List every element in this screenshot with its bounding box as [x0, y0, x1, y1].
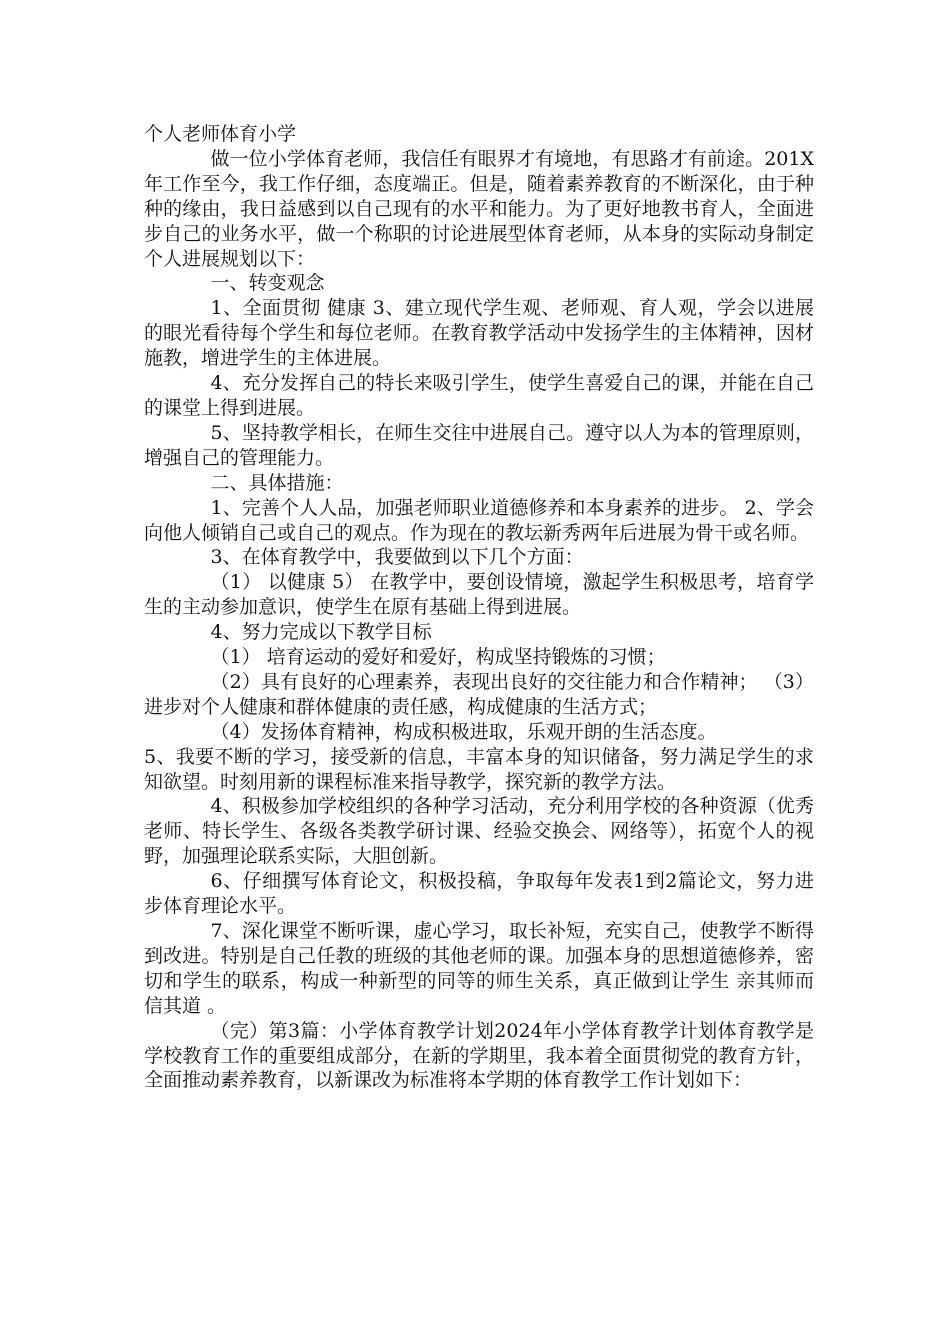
- paragraph: （2）具有良好的心理素养，表现出良好的交往能力和合作精神； （3）进步对个人健康和群体健康的责任感，构成健康的生活方式；: [144, 670, 814, 718]
- paragraph: （4）发扬体育精神，构成积极进取，乐观开朗的生活态度。: [210, 720, 717, 743]
- paragraph: 4、充分发挥自己的特长来吸引学生，使学生喜爱自己的课，并能在自己的课堂上得到进展。: [144, 372, 814, 419]
- paragraph: （1） 培育运动的爱好和爱好，构成坚持锻炼的习惯；: [210, 646, 666, 669]
- paragraph: 5、我要不断的学习，接受新的信息，丰富本身的知识储备，努力满足学生的求知欲望。时刻用新的课程标准来指导教学，探究新的教学方法。: [144, 745, 814, 793]
- paragraph: 1、完善个人人品，加强老师职业道德修养和本身素养的进步。 2、学会向他人倾销自己或自己的观点。作为现在的教坛新秀两年后进展为骨干或名师。: [144, 496, 814, 544]
- document-body: [144, 122, 814, 1093]
- paragraph: 3、在体育教学中，我要做到以下几个方面：: [210, 546, 584, 569]
- paragraph: 5、坚持教学相长，在师生交往中进展自己。遵守以人为本的管理原则，增强自己的管理能力。: [144, 421, 814, 469]
- paragraph: （1） 以健康 5） 在教学中，要创设情境，激起学生积极思考，培育学生的主动参加意识，使学生在原有基础上得到进展。: [144, 571, 814, 619]
- paragraph-intro: 做一位小学体育老师，我信任有眼界才有境地，有思路才有前途。201X年工作至今，我工作仔细，态度端正。但是，随着素养教育的不断深化，由于种种的缘由，我日益感到以自己现有的水平和能力。为了更好地教书育人，全面进步自己的业务水平，做一个称职的讨论进展型体育老师，从本身的实际动身制定个人进展规划以下：: [144, 147, 814, 270]
- paragraph: 7、深化课堂不断听课，虚心学习，取长补短，充实自己，使教学不断得到改进。特别是自己任教的班级的其他老师的课。加强本身的思想道德修养，密切和学生的联系，构成一种新型的同等的师生关系，真正做到让学生 亲其师而信其道 。: [144, 920, 814, 1017]
- paragraph: 6、仔细撰写体育论文，积极投稿，争取每年发表1到2篇论文，努力进步体育理论水平。: [144, 870, 814, 918]
- paragraph: 4、积极参加学校组织的各种学习活动，充分利用学校的各种资源（优秀老师、特长学生、各级各类教学研讨课、经验交换会、网络等），拓宽个人的视野，加强理论联系实际，大胆创新。: [144, 795, 814, 868]
- paragraph: 1、全面贯彻 健康 3、建立现代学生观、老师观、育人观，学会以进展的眼光看待每个学生和每位老师。在教育教学活动中发扬学生的主体精神，因材施教，增进学生的主体进展。: [144, 297, 814, 370]
- paragraph: 4、努力完成以下教学目标: [210, 621, 432, 644]
- section-heading-1: 一、转变观念: [210, 272, 325, 295]
- document-title: 个人老师体育小学: [144, 123, 297, 145]
- paragraph: （完）第3篇：小学体育教学计划2024年小学体育教学计划体育教学是学校教育工作的重要组成部分，在新的学期里，我本着全面贯彻党的教育方针，全面推动素养教育，以新课改为标准将本学期的体育教学工作计划如下：: [144, 1019, 814, 1092]
- section-heading-2: 二、具体措施：: [210, 471, 344, 494]
